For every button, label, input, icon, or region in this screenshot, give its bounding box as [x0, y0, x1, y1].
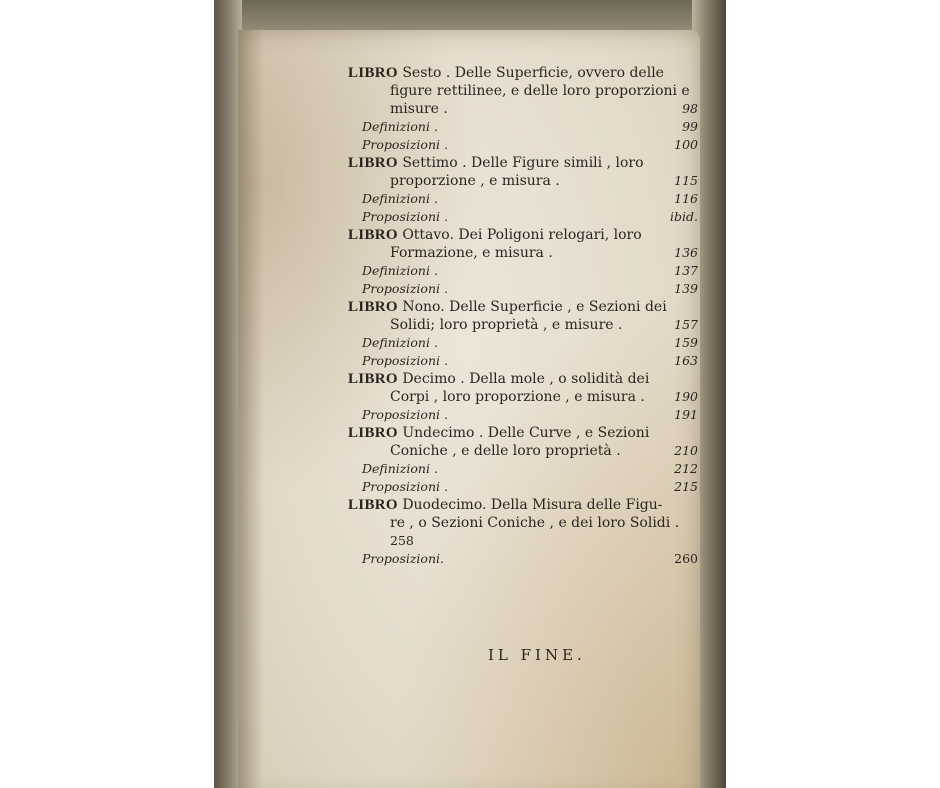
toc-entry-libro-ottavo	[348, 227, 698, 243]
toc-subentry-proposizioni	[362, 551, 698, 567]
page-gutter-shadow	[238, 30, 264, 788]
toc-entry-libro-nono	[348, 299, 698, 315]
toc-subentry-proposizioni	[362, 353, 698, 369]
page-number: 159	[674, 335, 698, 350]
subentry-label: Definizioni .	[362, 191, 438, 206]
toc-entry-libro-decimo	[348, 371, 698, 387]
toc-title-tail: misure .	[390, 101, 448, 117]
toc-entry-libro-undecimo	[348, 425, 698, 441]
toc-title-continued	[390, 101, 698, 117]
libro-label: LIBRO	[348, 299, 398, 315]
subentry-label: Proposizioni .	[362, 209, 448, 224]
toc-title-continued	[390, 245, 698, 261]
toc-entry-libro-duodecimo	[348, 497, 698, 513]
page-number: 258	[390, 533, 414, 548]
page-number: 100	[674, 137, 698, 152]
libro-label: LIBRO	[348, 371, 398, 387]
toc-title: Ottavo. Dei Poligoni relogari, loro	[402, 227, 642, 243]
toc-title: Duodecimo. Della Misura delle Figu-	[402, 497, 663, 513]
page-number: 137	[674, 263, 698, 278]
page-number: 136	[674, 245, 698, 260]
toc-title: Nono. Delle Superficie , e Sezioni dei	[402, 299, 667, 315]
toc-subentry-proposizioni	[362, 137, 698, 153]
page-number: 115	[674, 173, 698, 188]
page-number: 157	[674, 317, 698, 332]
libro-label: LIBRO	[348, 497, 398, 513]
toc-subentry-definizioni	[362, 119, 698, 135]
subentry-label: Proposizioni .	[362, 479, 448, 494]
toc-title-tail: proporzione , e misura .	[390, 173, 560, 189]
toc-subentry-proposizioni	[362, 209, 698, 225]
toc-page-line	[390, 533, 698, 549]
toc-title-continued: re , o Sezioni Coniche , e dei loro Solidi .	[390, 515, 680, 531]
page-number: 98	[682, 101, 698, 116]
toc-entry-libro-sesto	[348, 65, 698, 81]
subentry-label: Definizioni .	[362, 119, 438, 134]
subentry-label: Definizioni .	[362, 461, 438, 476]
toc-title: Decimo . Della mole , o solidità dei	[402, 371, 650, 387]
page-number: 116	[674, 191, 698, 206]
page-number: 260	[674, 551, 698, 566]
subentry-label: Proposizioni .	[362, 353, 448, 368]
page-number: ibid.	[670, 209, 698, 224]
page-number: 210	[674, 443, 698, 458]
toc-title-tail: Formazione, e misura .	[390, 245, 553, 261]
toc-title-tail: Solidi; loro proprietà , e misure .	[390, 317, 623, 333]
toc-title-continued: figure rettilinee, e delle loro proporzioni e	[390, 83, 690, 99]
paper-page	[238, 30, 700, 788]
end-text: IL FINE.	[488, 646, 586, 664]
libro-label: LIBRO	[348, 65, 398, 81]
toc-subentry-proposizioni	[362, 407, 698, 423]
toc-title: Undecimo . Delle Curve , e Sezioni	[402, 425, 650, 441]
page-number: 215	[674, 479, 698, 494]
toc-subentry-definizioni	[362, 263, 698, 279]
toc-subentry-proposizioni	[362, 281, 698, 297]
libro-label: LIBRO	[348, 425, 398, 441]
toc-title-continued	[390, 317, 698, 333]
toc-subentry-proposizioni	[362, 479, 698, 495]
libro-label: LIBRO	[348, 227, 398, 243]
subentry-label: Proposizioni.	[362, 551, 444, 566]
toc-title-continued	[390, 389, 698, 405]
toc-title-tail: Corpi , loro proporzione , e misura .	[390, 389, 645, 405]
toc-title-continued	[390, 173, 698, 189]
toc-title-tail: Coniche , e delle loro proprietà .	[390, 443, 621, 459]
toc-title: Sesto . Delle Superficie, ovvero delle	[402, 65, 664, 81]
libro-label: LIBRO	[348, 155, 398, 171]
toc-subentry-definizioni	[362, 461, 698, 477]
subentry-label: Proposizioni .	[362, 137, 448, 152]
toc-entry-libro-settimo	[348, 155, 698, 171]
subentry-label: Proposizioni .	[362, 281, 448, 296]
toc-title-continued	[390, 443, 698, 459]
toc-subentry-definizioni	[362, 191, 698, 207]
subentry-label: Definizioni .	[362, 335, 438, 350]
page-number: 99	[682, 119, 698, 134]
page-number: 190	[674, 389, 698, 404]
subentry-label: Definizioni .	[362, 263, 438, 278]
page-number: 139	[674, 281, 698, 296]
subentry-label: Proposizioni .	[362, 407, 448, 422]
page-number: 212	[674, 461, 698, 476]
page-number: 191	[674, 407, 698, 422]
toc-title: Settimo . Delle Figure simili , loro	[402, 155, 644, 171]
toc-subentry-definizioni	[362, 335, 698, 351]
page-number: 163	[674, 353, 698, 368]
book-page-photo	[214, 0, 726, 788]
